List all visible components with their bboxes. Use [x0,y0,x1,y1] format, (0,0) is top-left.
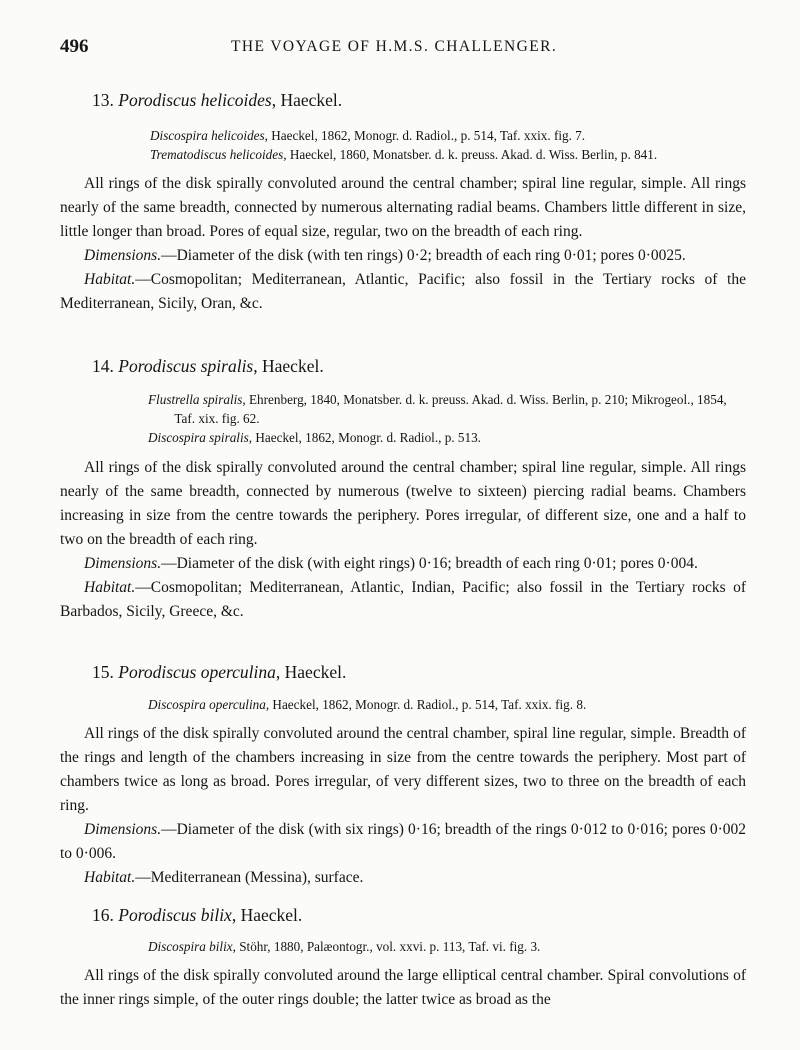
habitat-label: Habitat. [84,271,136,288]
description: All rings of the disk spirally convoluted around the central chamber; spiral line regular, simple. All rings nearly of the same breadth, connected by numerous alternating radial beams. Chambers little different in size, little longer than broad. Pores of equal size, regular, two on the breadth of each ring. [60,175,746,240]
species-author: , Haeckel. [231,905,303,925]
habitat-paragraph [60,268,746,316]
species-15-heading [60,662,746,683]
synonym-line [150,145,746,164]
species-number: 14. [92,356,114,376]
species-name: Porodiscus spiralis [118,356,254,376]
species-author: , Haeckel. [275,662,347,682]
synonym-line [148,390,746,428]
dimensions-text: —Diameter of the disk (with six rings) 0·16; breadth of the rings 0·012 to 0·016; pores 0·002 to 0·006. [60,821,746,862]
synonym-citation: , Haeckel, 1862, Monogr. d. Radiol., p. 513. [248,430,481,445]
species-14-heading [60,356,746,377]
synonym-name: Flustrella spiralis [148,392,243,407]
habitat-text: —Cosmopolitan; Mediterranean, Atlantic, Indian, Pacific; also fossil in the Tertiary rocks of Barbados, Sicily, Greece, &c. [60,579,746,620]
species-number: 16. [92,905,114,925]
synonym-line [150,126,746,145]
synonym-name: Discospira helicoides [150,128,265,143]
synonym-citation: , Haeckel, 1862, Monogr. d. Radiol., p. 514, Taf. xxix. fig. 8. [265,697,587,712]
running-title: THE VOYAGE OF H.M.S. CHALLENGER. [231,38,558,55]
synonym-name: Discospira spiralis [148,430,249,445]
species-14-synonymy [60,390,746,447]
page-number: 496 [60,36,89,57]
dimensions-paragraph [60,244,746,268]
dimensions-text: —Diameter of the disk (with ten rings) 0·2; breadth of each ring 0·01; pores 0·0025. [161,247,686,264]
description: All rings of the disk spirally convoluted around the central chamber; spiral line regular, simple. All rings nearly of the same breadth, connected by numerous (twelve to sixteen) piercing radial beams. Chambers increasing in size from the centre towards the periphery. Pores irregular, of different size, one and a half to two on the breadth of each ring. [60,459,746,548]
dimensions-paragraph [60,552,746,576]
dimensions-label: Dimensions. [84,247,162,264]
species-number: 13. [92,90,114,110]
species-15-synonymy [60,695,746,714]
synonym-citation: , Haeckel, 1862, Monogr. d. Radiol., p. 514, Taf. xxix. fig. 7. [264,128,586,143]
synonym-citation: , Ehrenberg, 1840, Monatsber. d. k. preuss. Akad. d. Wiss. Berlin, p. 210; Mikrogeol., 1854, Taf. xix. fig. 62. [174,392,727,426]
running-head [60,36,750,60]
species-16-heading [60,905,746,926]
synonym-citation: , Stöhr, 1880, Palæontogr., vol. xxvi. p. 113, Taf. vi. fig. 3. [232,939,541,954]
species-15-body [60,722,746,890]
species-13-synonymy [60,126,746,164]
habitat-text: —Mediterranean (Messina), surface. [135,869,364,886]
habitat-text: —Cosmopolitan; Mediterranean, Atlantic, Pacific; also fossil in the Tertiary rocks of the Mediterranean, Sicily, Oran, &c. [60,271,746,312]
species-number: 15. [92,662,114,682]
description: All rings of the disk spirally convoluted around the large elliptical central chamber. Spiral convolutions of the inner rings simple, of the outer rings double; the latter twice as broad as the [60,967,746,1008]
species-13-body [60,172,746,316]
dimensions-text: —Diameter of the disk (with eight rings) 0·16; breadth of each ring 0·01; pores 0·004. [161,555,698,572]
synonym-name: Trematodiscus helicoides [150,147,284,162]
dimensions-label: Dimensions. [84,555,162,572]
habitat-label: Habitat. [84,869,136,886]
synonym-line [148,428,746,447]
species-name: Porodiscus operculina [118,662,276,682]
species-16-body [60,964,746,1012]
habitat-paragraph [60,576,746,624]
species-author: , Haeckel. [253,356,324,376]
dimensions-label: Dimensions. [84,821,162,838]
habitat-paragraph [60,866,746,890]
synonym-name: Discospira bilix [148,939,233,954]
synonym-citation: , Haeckel, 1860, Monatsber. d. k. preuss. Akad. d. Wiss. Berlin, p. 841. [283,147,658,162]
species-author: , Haeckel. [271,90,343,110]
description: All rings of the disk spirally convoluted around the central chamber, spiral line regular, simple. Breadth of the rings and length of the chambers increasing in size from the centre towards the periphery. Most part of chambers twice as long as broad. Pores irregular, of very different sizes, two to three on the breadth of each ring. [60,725,746,814]
habitat-label: Habitat. [84,579,136,596]
species-14-body [60,456,746,624]
dimensions-paragraph [60,818,746,866]
synonym-name: Discospira operculina [148,697,266,712]
species-name: Porodiscus bilix [118,905,232,925]
species-name: Porodiscus helicoides [118,90,272,110]
species-13-heading [60,90,746,111]
synonym-line [148,937,746,956]
species-16-synonymy [60,937,746,956]
synonym-line [148,695,746,714]
